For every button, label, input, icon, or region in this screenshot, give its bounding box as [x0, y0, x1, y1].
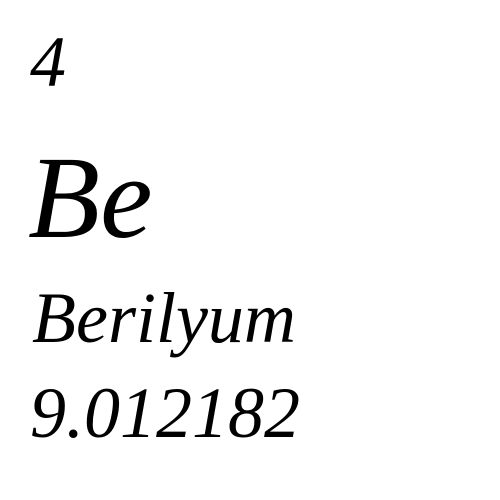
element-name: Berilyum [32, 278, 296, 358]
atomic-number: 4 [30, 22, 66, 102]
atomic-mass: 9.012182 [30, 373, 300, 453]
element-symbol: Be [28, 132, 153, 263]
